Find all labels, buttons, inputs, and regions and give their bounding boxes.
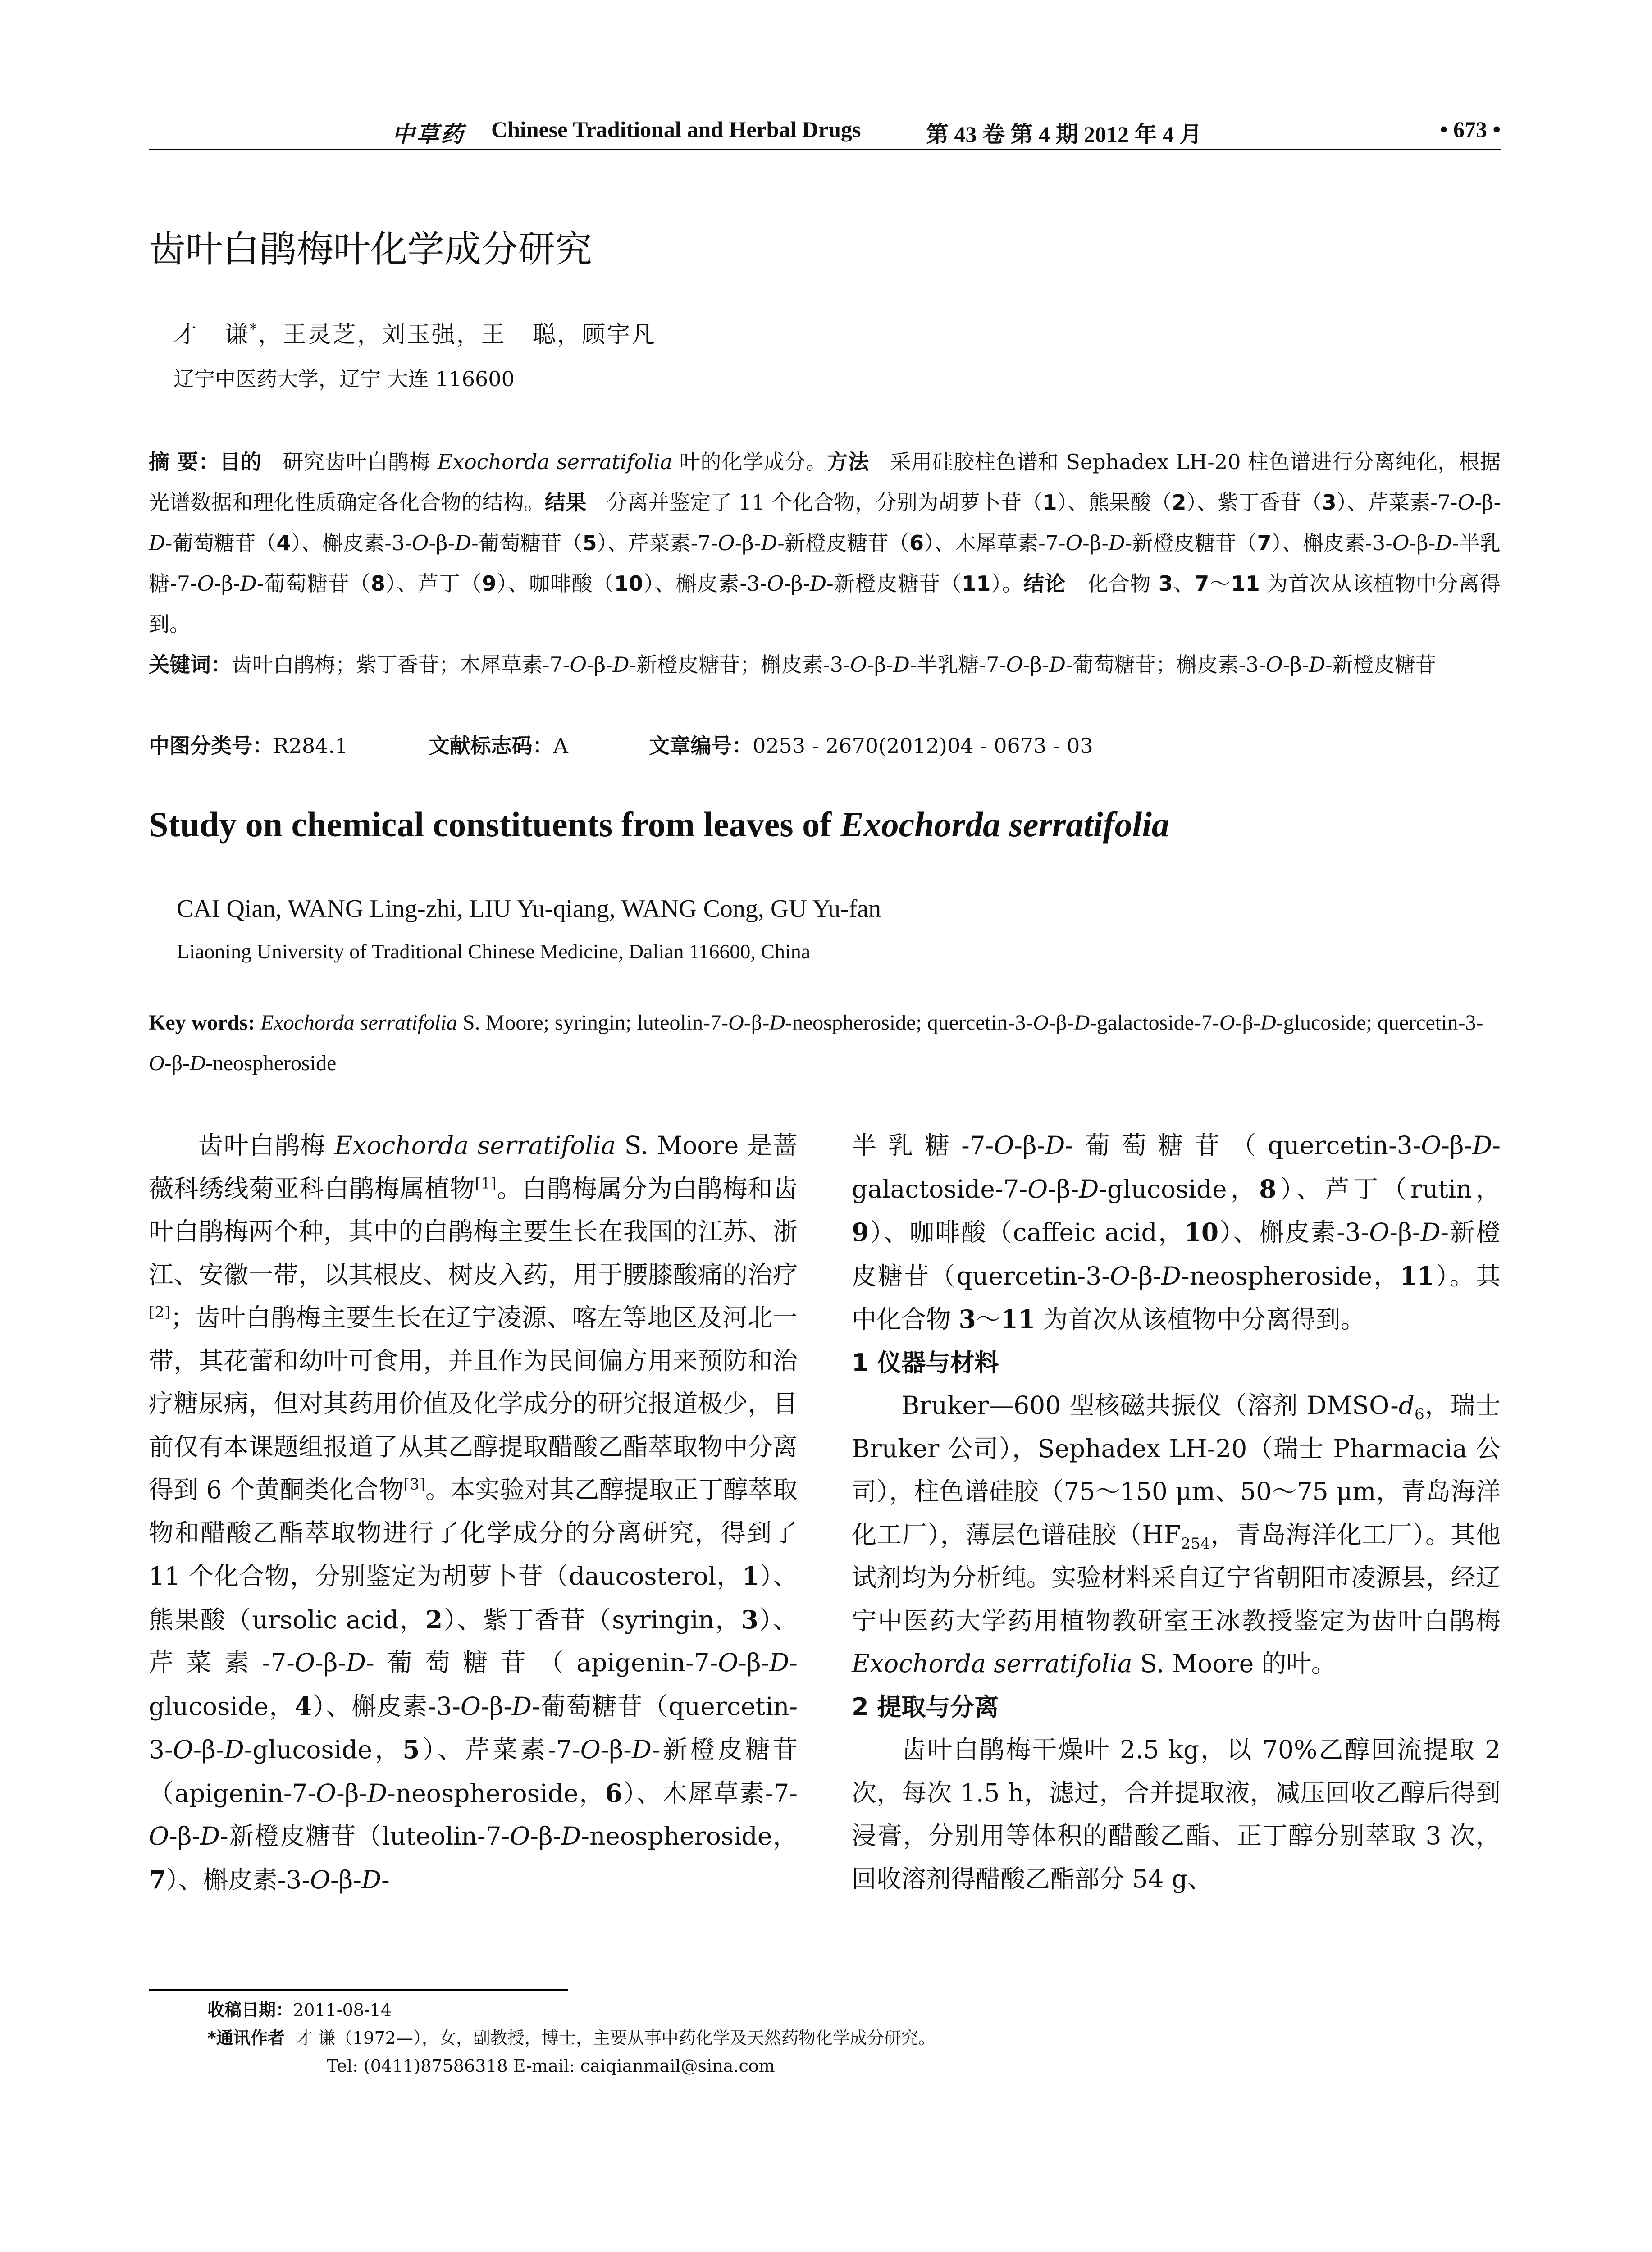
footnote: [207, 1996, 1496, 2080]
section-1-title: 1 仪器与材料: [852, 1348, 999, 1377]
section-1-text: Bruker—600 型核磁共振仪（溶剂 DMSO-$d_6$，瑞士 Bruker 公司），Sephadex LH-20（瑞士 Pharmacia 公司），柱色谱硅胶（75～150 μm、50～75 μm，青岛海洋化工厂），薄层色谱硅胶（$HF_{254}$，青岛海洋化工厂）。其他试剂均为分析纯。实验材料采自辽宁省朝阳市凌源县，经辽宁中医药大学药用植物教研室王冰教授鉴定为齿叶白鹃梅 Exochorda serratifolia S. Moore 的叶。: [852, 1391, 1501, 1678]
section-2-title: 2 提取与分离: [852, 1692, 999, 1721]
header-rule: [149, 149, 1501, 150]
section-2-text: 齿叶白鹃梅干燥叶 2.5 kg，以 70%乙醇回流提取 2 次，每次 1.5 h，滤过，合并提取液，减压回收乙醇后得到浸膏，分别用等体积的醋酸乙酯、正丁醇分别萃取 3 次，回收溶剂得醋酸乙酯部分 54 g、: [852, 1735, 1501, 1893]
corresponding-author: *通讯作者 才 谦（1972—），女，副教授，博士，主要从事中药化学及天然药物化学成分研究。: [207, 2028, 936, 2048]
intro-continued: 半乳糖-7-O-β-D-葡萄糖苷（quercetin-3-O-β-D-galactoside-7-O-β-D-glucoside，8）、芦丁（rutin，9）、咖啡酸（caffeic acid，10）、槲皮素-3-O-β-D-新橙皮糖苷（quercetin-3-O-β-D-neospheroside，11）。其中化合物 3～11 为首次从该植物中分离得到。: [852, 1131, 1501, 1334]
affiliation-cn: 辽宁中医药大学，辽宁 大连 116600: [173, 367, 515, 391]
running-header: [149, 116, 1501, 148]
received-date: 收稿日期：2011-08-14: [207, 2000, 392, 2020]
title-cn: 齿叶白鹃梅叶化学成分研究: [149, 228, 593, 271]
authors-cn: 才 谦*，王灵芝，刘玉强，王 聪，顾宇凡: [173, 320, 657, 348]
journal-logo-cn: 中草药: [392, 122, 465, 147]
journal-name-en: Chinese Traditional and Herbal Drugs: [491, 117, 861, 142]
classification-line: 中图分类号：R284.1 文献标志码：A 文章编号：0253 - 2670(2012)04 - 0673 - 03: [149, 734, 1093, 758]
page-number: • 673 •: [1439, 117, 1501, 142]
contact-info: Tel: (0411)87586318 E-mail: caiqianmail@sina.com: [327, 2056, 775, 2076]
body-left-column: [149, 1124, 798, 1901]
keywords-cn: 关键词：齿叶白鹃梅；紫丁香苷；木犀草素-7-O-β-D-新橙皮糖苷；槲皮素-3-O-β-D-半乳糖-7-O-β-D-葡萄糖苷；槲皮素-3-O-β-D-新橙皮糖苷: [149, 652, 1436, 677]
authors-en: CAI Qian, WANG Ling-zhi, LIU Yu-qiang, WANG Cong, GU Yu-fan: [177, 895, 881, 923]
abstract-cn: 摘 要：目的 研究齿叶白鹃梅 Exochorda serratifolia 叶的化学成分。方法 采用硅胶柱色谱和 Sephadex LH-20 柱色谱进行分离纯化，根据光谱数据和理化性质确定各化合物的结构。结果 分离并鉴定了 11 个化合物，分别为胡萝卜苷（1）、熊果酸（2）、紫丁香苷（3）、芹菜素-7-O-β-D-葡萄糖苷（4）、槲皮素-3-O-β-D-葡萄糖苷（5）、芹菜素-7-O-β-D-新橙皮糖苷（6）、木犀草素-7-O-β-D-新橙皮糖苷（7）、槲皮素-3-O-β-D-半乳糖-7-O-β-D-葡萄糖苷（8）、芦丁（9）、咖啡酸（10）、槲皮素-3-O-β-D-新橙皮糖苷（11）。结论 化合物 3、7～11 为首次从该植物中分离得到。 关键词：齿叶白鹃梅；紫丁香苷；木犀草素-7-O-β-D-新橙皮糖苷；槲皮素-3-O-β-D-半乳糖-7-O-β-D-葡萄糖苷；槲皮素-3-O-β-D-新橙皮糖苷: [149, 450, 1501, 677]
intro-paragraph: 齿叶白鹃梅 Exochorda serratifolia S. Moore 是蔷薇科绣线菊亚科白鹃梅属植物[1]。白鹃梅属分为白鹃梅和齿叶白鹃梅两个种，其中的白鹃梅主要生长在我国的江苏、浙江、安徽一带，以其根皮、树皮入药，用于腰膝酸痛的治疗[2]；齿叶白鹃梅主要生长在辽宁凌源、喀左等地区及河北一带，其花蕾和幼叶可食用，并且作为民间偏方用来预防和治疗糖尿病，但对其药用价值及化学成分的研究报道极少，目前仅有本课题组报道了从其乙醇提取醋酸乙酯萃取物中分离得到 6 个黄酮类化合物[3]。本实验对其乙醇提取正丁醇萃取物和醋酸乙酯萃取物进行了化学成分的分离研究，得到了 11 个化合物，分别鉴定为胡萝卜苷（daucosterol，1）、熊果酸（ursolic acid，2）、紫丁香苷（syringin，3）、芹菜素-7-O-β-D-葡萄糖苷（apigenin-7-O-β-D-glucoside，4）、槲皮素-3-O-β-D-葡萄糖苷（quercetin-3-O-β-D-glucoside，5）、芹菜素-7-O-β-D-新橙皮糖苷（apigenin-7-O-β-D-neospheroside，6）、木犀草素-7-O-β-D-新橙皮糖苷（luteolin-7-O-β-D-neospheroside，7）、槲皮素-3-O-β-D-: [149, 1131, 798, 1894]
issue-info: 第 43 卷 第 4 期 2012 年 4 月: [926, 122, 1202, 147]
affiliation-en: Liaoning University of Traditional Chinese Medicine, Dalian 116600, China: [177, 940, 811, 963]
body-right-column: [852, 1124, 1501, 1901]
footnote-rule: [149, 1989, 568, 1991]
title-en: Study on chemical constituents from leaves of Exochorda serratifolia: [149, 805, 1169, 844]
keywords-en: Key words: Exochorda serratifolia S. Moore; syringin; luteolin-7-O-β-D-neospheroside; quercetin-3-O-β-D-galactoside-7-O-β-D-glucoside; quercetin-3-O-β-D-neospheroside: [149, 1011, 1483, 1075]
